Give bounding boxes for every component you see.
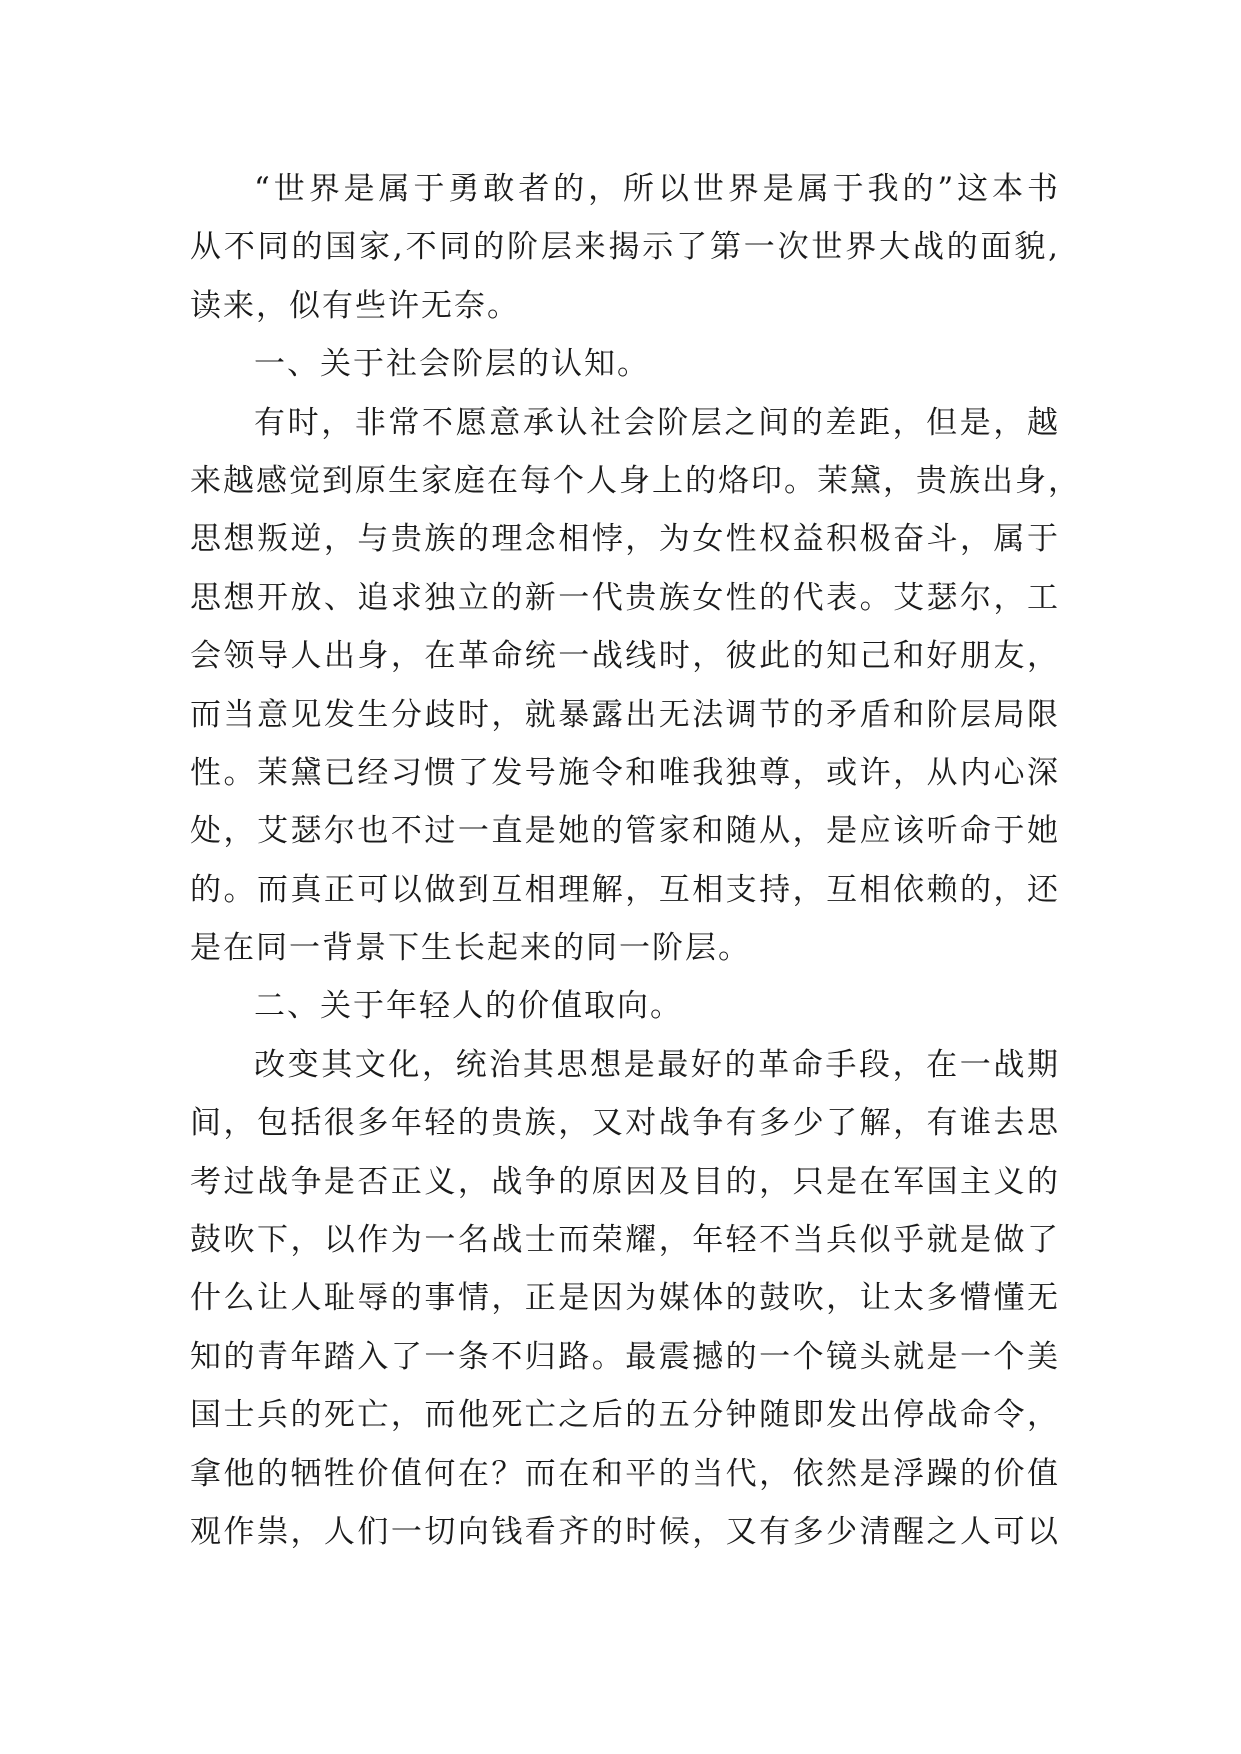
text-line: 读来，似有些许无奈。 <box>190 287 520 324</box>
text-line: 来越感觉到原生家庭在每个人身上的烙印。茉黛，贵族出身， <box>190 462 1081 499</box>
text-line: 观作祟，人们一切向钱看齐的时候，又有多少清醒之人可以 <box>190 1513 1060 1550</box>
text-line: 从不同的国家,不同的阶层来揭示了第一次世界大战的面貌, <box>190 229 1060 266</box>
text-line: 拿他的牺牲价值何在？而在和平的当代，依然是浮躁的价值 <box>190 1455 1060 1492</box>
text-line: 会领导人出身，在革命统一战线时，彼此的知己和好朋友， <box>190 638 1060 675</box>
text-line: 的。而真正可以做到互相理解，互相支持，互相依赖的，还 <box>190 871 1060 908</box>
text-line: 间，包括很多年轻的贵族，又对战争有多少了解，有谁去思 <box>190 1105 1060 1142</box>
text-line: 思想开放、追求独立的新一代贵族女性的代表。艾瑟尔，工 <box>190 579 1060 616</box>
text-line: 是在同一背景下生长起来的同一阶层。 <box>190 930 751 967</box>
text-line: 一、关于社会阶层的认知。 <box>254 346 650 383</box>
document-body <box>190 160 1081 1561</box>
text-line: 什么让人耻辱的事情，正是因为媒体的鼓吹，让太多懵懂无 <box>190 1280 1060 1317</box>
text-line: 改变其文化，统治其思想是最好的革命手段，在一战期 <box>254 1046 1060 1083</box>
text-line: 处，艾瑟尔也不过一直是她的管家和随从，是应该听命于她 <box>190 813 1060 850</box>
text-line: 二、关于年轻人的价值取向。 <box>254 988 683 1025</box>
text-line: 知的青年踏入了一条不归路。最震撼的一个镜头就是一个美 <box>190 1338 1060 1375</box>
text-line: 性。茉黛已经习惯了发号施令和唯我独尊，或许，从内心深 <box>190 754 1060 791</box>
text-line: 考过战争是否正义，战争的原因及目的，只是在军国主义的 <box>190 1163 1060 1200</box>
text-line: 思想叛逆，与贵族的理念相悖，为女性权益积极奋斗，属于 <box>190 521 1060 558</box>
text-line: 鼓吹下，以作为一名战士而荣耀，年轻不当兵似乎就是做了 <box>190 1222 1060 1259</box>
text-line: “世界是属于勇敢者的，所以世界是属于我的”这本书 <box>254 171 1060 207</box>
text-line: 有时，非常不愿意承认社会阶层之间的差距，但是，越 <box>254 404 1060 441</box>
text-line: 国士兵的死亡，而他死亡之后的五分钟随即发出停战命令， <box>190 1397 1060 1434</box>
text-line: 而当意见发生分歧时，就暴露出无法调节的矛盾和阶层局限 <box>190 696 1060 733</box>
